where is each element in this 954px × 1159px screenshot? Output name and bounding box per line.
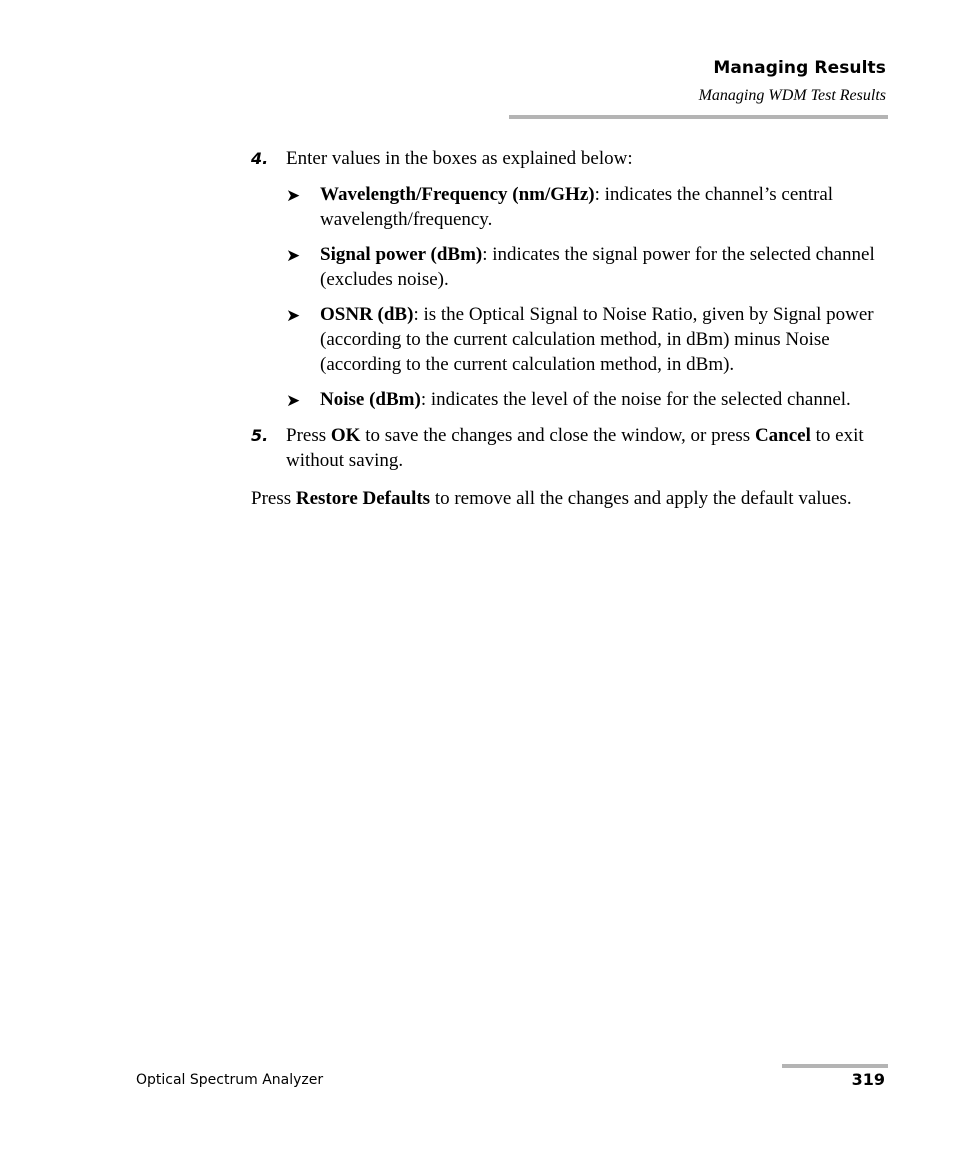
step-5 bbox=[251, 423, 888, 473]
list-item bbox=[286, 182, 888, 232]
ok-label: OK bbox=[330, 425, 361, 446]
text-run: to save the changes and close the window, or press bbox=[360, 425, 755, 446]
text-run: to remove all the changes and apply the default values. bbox=[430, 488, 852, 509]
text-run: Press bbox=[251, 488, 296, 509]
step-text bbox=[286, 423, 888, 473]
definition: : indicates the signal power for the selected channel (excludes noise). bbox=[320, 244, 875, 290]
definition: : indicates the channel’s central wavelength/frequency. bbox=[320, 184, 834, 230]
list-item bbox=[286, 387, 888, 412]
footer-rule bbox=[782, 1064, 888, 1068]
text-run: Press bbox=[286, 425, 331, 446]
running-header-title: Managing Results bbox=[713, 58, 886, 78]
definition: : indicates the level of the noise for the selected channel. bbox=[420, 389, 851, 410]
step-number: 5. bbox=[251, 426, 269, 445]
step-number: 4. bbox=[251, 149, 269, 168]
restore-defaults-label: Restore Defaults bbox=[295, 488, 431, 509]
arrowhead-bullet-icon: ➤ bbox=[286, 246, 301, 265]
arrowhead-bullet-icon: ➤ bbox=[286, 186, 301, 205]
step-4 bbox=[251, 146, 888, 412]
cancel-label: Cancel bbox=[754, 425, 811, 446]
term: Signal power (dBm) bbox=[320, 244, 483, 265]
term: Noise (dBm) bbox=[320, 389, 421, 410]
list-item bbox=[286, 302, 888, 377]
header-rule bbox=[509, 115, 888, 119]
text-run: to exit without saving. bbox=[286, 425, 864, 471]
running-header-subtitle: Managing WDM Test Results bbox=[698, 87, 886, 104]
step-text: Enter values in the boxes as explained below: bbox=[286, 148, 633, 169]
page-body bbox=[251, 146, 888, 511]
definition: : is the Optical Signal to Noise Ratio, given by Signal power (according to the current calculation method, in dBm) minus Noise (according to the current calculation method, in dBm). bbox=[320, 304, 874, 375]
term: OSNR (dB) bbox=[320, 304, 414, 325]
list-item bbox=[286, 242, 888, 292]
bullet-list bbox=[286, 182, 888, 412]
footer-product-name: Optical Spectrum Analyzer bbox=[136, 1072, 324, 1088]
term: Wavelength/Frequency (nm/GHz) bbox=[320, 184, 595, 205]
page-number: 319 bbox=[851, 1070, 885, 1089]
arrowhead-bullet-icon: ➤ bbox=[286, 306, 301, 325]
closing-paragraph bbox=[251, 486, 888, 511]
arrowhead-bullet-icon: ➤ bbox=[286, 391, 301, 410]
